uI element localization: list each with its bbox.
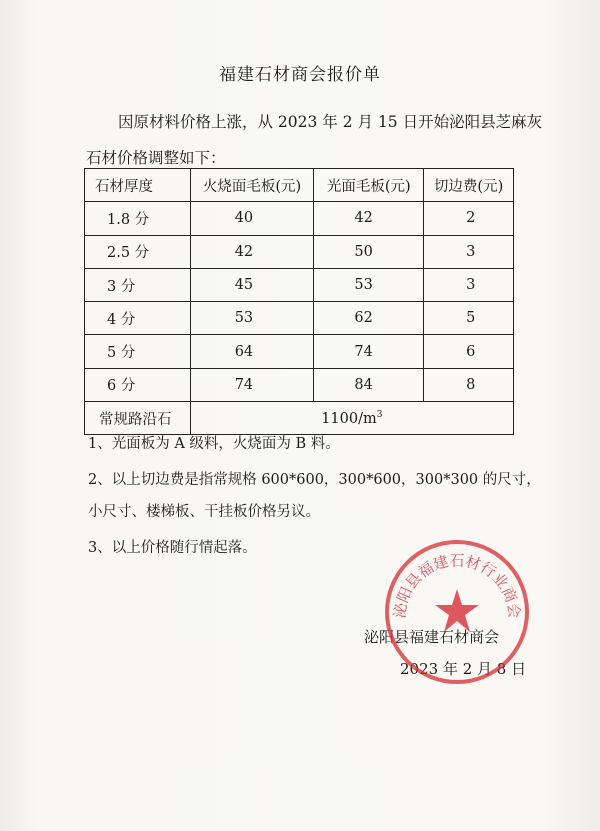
cell-polished: 84 xyxy=(314,368,424,401)
table-row xyxy=(85,202,514,235)
table-row xyxy=(85,268,514,301)
road-stone-price-cell xyxy=(190,402,513,435)
note-2-line-1: 2、以上切边费是指常规格 600*600，300*600，300*300 的尺寸， xyxy=(88,472,541,488)
cell-thickness: 3 分 xyxy=(85,268,191,301)
cell-edge-fee: 3 xyxy=(424,268,514,301)
table-header-row xyxy=(85,169,514,202)
cell-flamed: 40 xyxy=(190,202,314,235)
cell-thickness: 5 分 xyxy=(85,335,191,368)
header-flamed-slab: 火烧面毛板(元) xyxy=(190,169,314,202)
cell-thickness: 6 分 xyxy=(85,368,191,401)
cell-polished: 50 xyxy=(314,235,424,268)
table-row xyxy=(85,368,514,401)
table-row xyxy=(85,302,514,335)
cell-edge-fee: 3 xyxy=(424,235,514,268)
header-edge-fee: 切边费(元) xyxy=(424,169,514,202)
cell-polished: 53 xyxy=(314,268,424,301)
road-stone-unit-sup: 3 xyxy=(376,409,383,420)
cell-thickness: 4 分 xyxy=(85,302,191,335)
signature: 泌阳县福建石材商会 xyxy=(364,628,500,646)
cell-edge-fee: 5 xyxy=(424,302,514,335)
cell-flamed: 74 xyxy=(190,368,314,401)
cell-polished: 42 xyxy=(314,202,424,235)
note-1: 1、光面板为 A 级料，火烧面为 B 料。 xyxy=(88,436,340,452)
cell-flamed: 45 xyxy=(190,268,314,301)
cell-thickness: 1.8 分 xyxy=(85,202,191,235)
cell-thickness: 2.5 分 xyxy=(85,235,191,268)
intro-line-2: 石材价格调整如下： xyxy=(86,149,226,167)
document-title: 福建石材商会报价单 xyxy=(219,65,381,85)
cell-edge-fee: 2 xyxy=(424,202,514,235)
cell-flamed: 64 xyxy=(190,335,314,368)
header-thickness: 石材厚度 xyxy=(85,169,191,202)
cell-polished: 62 xyxy=(314,302,424,335)
table-row xyxy=(85,335,514,368)
cell-edge-fee: 6 xyxy=(424,335,514,368)
table-row xyxy=(85,235,514,268)
price-table xyxy=(84,168,514,435)
road-stone-row xyxy=(85,402,514,435)
note-2-line-2: 小尺寸、楼梯板、干挂板价格另议。 xyxy=(88,504,320,520)
road-stone-price: 1100/m xyxy=(321,410,377,427)
cell-flamed: 53 xyxy=(190,302,314,335)
note-3: 3、以上价格随行情起落。 xyxy=(88,540,257,556)
intro-line-1: 因原材料价格上涨，从 2023 年 2 月 15 日开始泌阳县芝麻灰 xyxy=(118,113,543,131)
cell-polished: 74 xyxy=(314,335,424,368)
header-polished-slab: 光面毛板(元) xyxy=(314,169,424,202)
cell-edge-fee: 8 xyxy=(424,368,514,401)
official-seal-stamp xyxy=(382,537,532,687)
road-stone-label: 常规路沿石 xyxy=(85,402,191,435)
seal-text-path: 泌阳县福建石材行业商会 xyxy=(390,551,524,620)
cell-flamed: 42 xyxy=(190,235,314,268)
signature-date: 2023 年 2 月 8 日 xyxy=(400,660,527,678)
seal-star-icon xyxy=(435,589,479,632)
